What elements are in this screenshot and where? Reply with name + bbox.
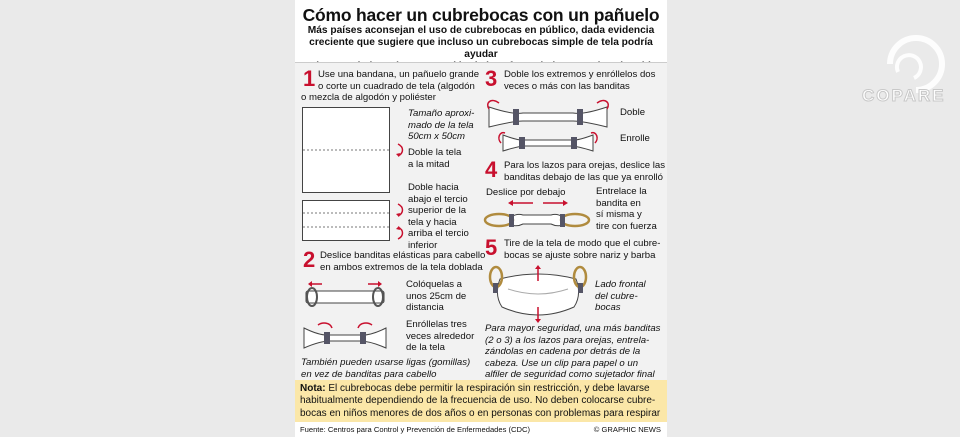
weave-label xyxy=(596,186,657,232)
text-line: Entrelace la xyxy=(596,186,647,197)
text-line: Deslice banditas elásticas para cabello xyxy=(320,250,486,261)
text-line: bandita en xyxy=(596,197,641,209)
text-line: o corte un cuadrado de tela (algodón xyxy=(318,80,475,92)
note-line: habitualmente dependiendo de la frecuencia de uso. No deben colocarse cubre- xyxy=(300,395,656,407)
fold-thirds-label xyxy=(408,182,469,251)
copare-watermark: COPARE xyxy=(862,86,946,105)
text-line: veces o más con las banditas xyxy=(504,80,630,92)
fabric-square-illustration xyxy=(302,107,392,195)
text-line: inferior xyxy=(408,239,438,251)
rolled-bands-illustration xyxy=(300,322,392,352)
text-line: de la tela xyxy=(406,342,445,353)
text-line: mado de la tela xyxy=(408,119,474,131)
step-2-text xyxy=(320,250,485,273)
safety-tip xyxy=(485,323,660,381)
text-line: sí misma y xyxy=(596,209,642,220)
step-4-text xyxy=(504,160,665,183)
text-line: Doble los extremos y enróllelos dos xyxy=(504,69,656,80)
source-credit: Fuente: Centros para Control y Prevención de Enfermedades (CDC) xyxy=(300,425,531,434)
mask-front-label xyxy=(595,279,646,314)
note-line: El cubrebocas debe permitir la respiración sin restricción, y debe lavarse xyxy=(325,383,650,394)
text-line: También pueden usarse ligas (gomillas) xyxy=(301,357,471,368)
step-5-text xyxy=(504,238,660,261)
text-line: alfiler de seguridad como sujetador final xyxy=(485,369,655,380)
page-title: Cómo hacer un cubrebocas con un pañuelo xyxy=(302,5,660,25)
infographic-card xyxy=(295,0,667,437)
text-line: Enróllelas tres xyxy=(406,319,467,330)
text-line: superior de la xyxy=(408,205,467,216)
fold-thirds-arrows-icon xyxy=(395,203,405,243)
note-label: Nota: xyxy=(300,383,326,394)
steps-panel xyxy=(295,62,667,380)
step-2-number: 2 xyxy=(303,247,316,272)
text-line: Lado frontal xyxy=(595,279,646,290)
intro-line: Más países aconsejan el uso de cubrebocas en público, dada evidencia xyxy=(307,25,655,36)
slide-under-label: Deslice por debajo xyxy=(486,187,566,198)
bands-on-fabric-illustration xyxy=(300,281,392,311)
note-box xyxy=(295,380,667,422)
text-line: tire con fuerza xyxy=(596,220,657,232)
folded-fabric-illustration xyxy=(302,200,392,242)
step-3-number: 3 xyxy=(485,66,498,91)
place-bands-label xyxy=(406,279,466,314)
text-line: (2 o 3) a los lazos para orejas, entrela- xyxy=(485,334,650,346)
text-line: Para mayor seguridad, una más banditas xyxy=(485,323,661,334)
text-line: arriba el tercio xyxy=(408,228,469,239)
text-line: tela y hacia xyxy=(408,216,457,228)
step-1-number: 1 xyxy=(303,66,316,91)
text-line: abajo el tercio xyxy=(408,193,468,205)
text-line: a la mitad xyxy=(408,158,450,170)
text-line: Use una bandana, un pañuelo grande xyxy=(318,69,480,80)
text-line: 50cm x 50cm xyxy=(408,131,466,142)
step-1-text xyxy=(318,69,479,92)
text-line: zándolas en cadena por detrás de la xyxy=(485,346,641,357)
text-line: Para los lazos para orejas, deslice las xyxy=(504,160,666,171)
text-line: bocas se ajuste sobre nariz y barba xyxy=(504,249,656,261)
text-line: cabeza. Use un clip para papel o un xyxy=(485,357,639,369)
note-text xyxy=(300,383,662,420)
text-line: Tire de la tela de modo que el cubre- xyxy=(504,238,661,249)
intro-line: creciente que sugiere que incluso un cubrebocas simple de tela podría ayudar xyxy=(309,37,653,60)
text-line: Doble hacia xyxy=(408,182,459,193)
note-line: bocas en niños menores de dos años o en personas con problemas para respirar xyxy=(300,407,661,419)
size-label xyxy=(408,108,474,143)
text-line: Doble la tela xyxy=(408,147,462,158)
text-line: bocas xyxy=(595,302,621,313)
step-5-number: 5 xyxy=(485,235,498,260)
fold-ends-illustration xyxy=(483,95,613,155)
text-line: unos 25cm de xyxy=(406,290,467,302)
text-line: Colóquelas a xyxy=(406,279,463,290)
rubber-band-tip xyxy=(301,357,470,380)
ear-loops-illustration xyxy=(483,197,591,231)
step-1-text-line3: o mezcla de algodón y poliéster xyxy=(301,92,436,103)
fold-arrow-icon xyxy=(395,143,405,157)
fold-label: Doble xyxy=(620,107,646,118)
step-4-number: 4 xyxy=(485,157,498,182)
text-line: banditas debajo de las que ya enrolló xyxy=(504,171,663,183)
step-3-text xyxy=(504,69,655,92)
finished-mask-illustration xyxy=(488,265,588,323)
text-line: veces alrededor xyxy=(406,330,475,342)
roll-label: Enrolle xyxy=(620,133,650,144)
roll-bands-label xyxy=(406,319,474,354)
text-line: del cubre- xyxy=(595,290,638,302)
text-line: en ambos extremos de la tela doblada xyxy=(320,261,483,273)
text-line: distancia xyxy=(406,302,444,313)
text-line: en vez de banditas para cabello xyxy=(301,368,437,380)
fold-half-label xyxy=(408,147,461,170)
copyright-credit: © GRAPHIC NEWS xyxy=(593,425,661,434)
text-line: Tamaño aproxi- xyxy=(408,108,475,119)
